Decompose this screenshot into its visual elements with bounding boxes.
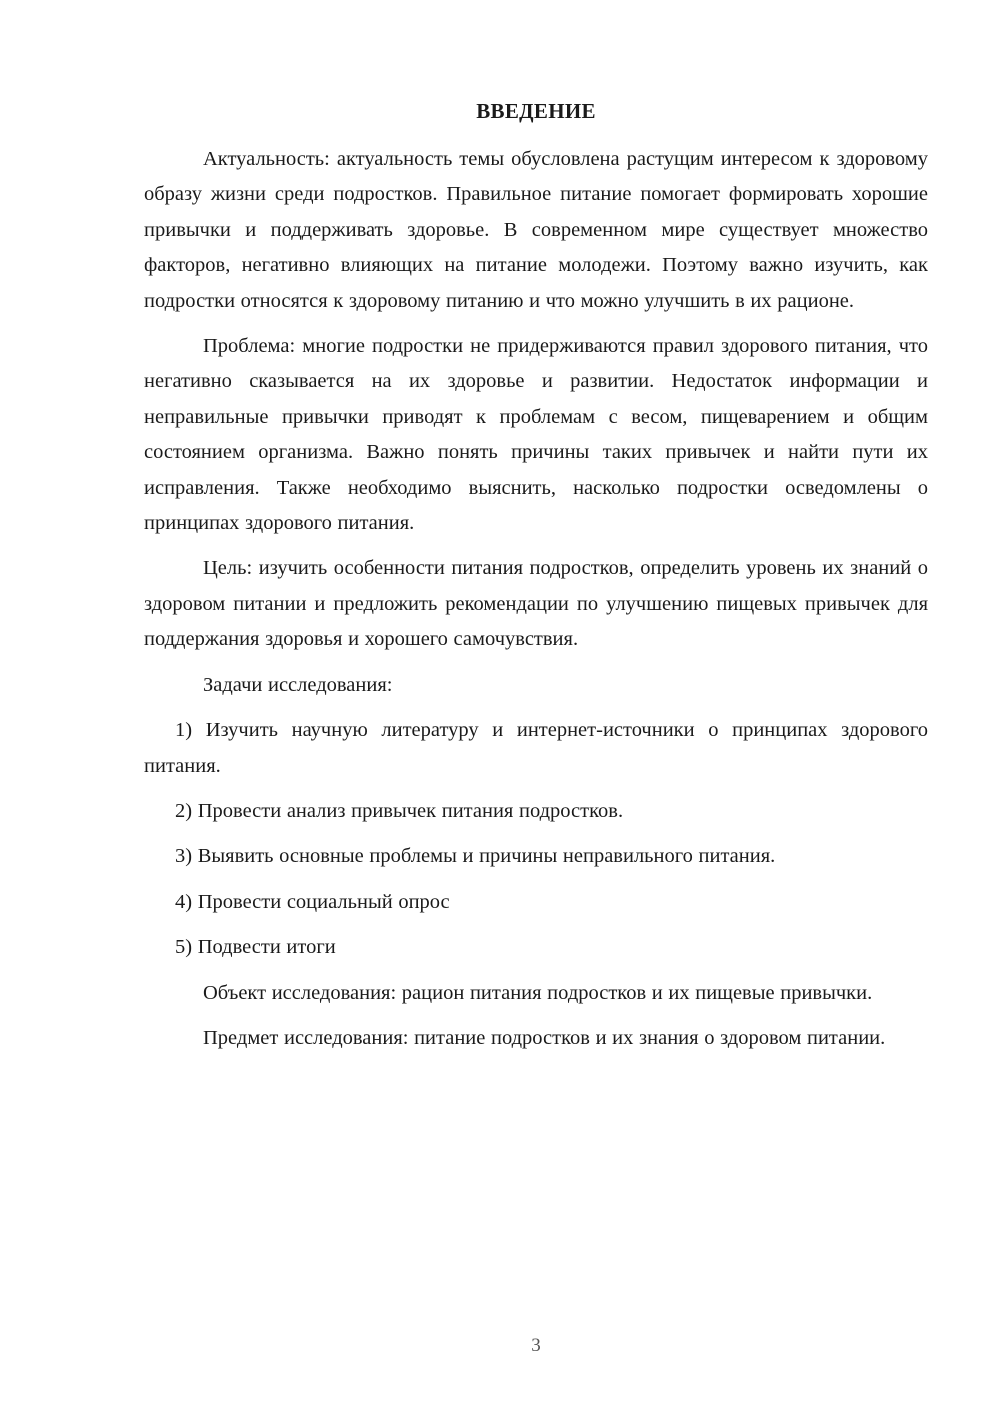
task-item-3: 3) Выявить основные проблемы и причины неправильного питания. bbox=[175, 845, 776, 868]
page-number: 3 bbox=[531, 1335, 541, 1356]
document-page bbox=[144, 0, 928, 1414]
section-heading: ВВЕДЕНИЕ bbox=[476, 99, 596, 123]
paragraph-problem: Проблема: многие подростки не придерживаются правил здорового питания, что негативно сказывается на их здоровье и развитии. Недостаток информации и неправильные привычки приводят к проблемам с весом, пищеварением и общим состоянием организма. Важно понять причины таких привычек и найти пути их исправления. Также необходимо выяснить, насколько подростки осведомлены о принципах здорового питания. bbox=[144, 335, 928, 535]
paragraph-subject: Предмет исследования: питание подростков и их знания о здоровом питании. bbox=[203, 1026, 886, 1049]
task-item-4: 4) Провести социальный опрос bbox=[175, 890, 450, 913]
task-item-2: 2) Провести анализ привычек питания подростков. bbox=[175, 799, 624, 822]
task-item-1: 1) Изучить научную литературу и интернет-источники о принципах здорового питания. bbox=[144, 719, 928, 777]
paragraph-object: Объект исследования: рацион питания подростков и их пищевые привычки. bbox=[203, 981, 873, 1004]
paragraph-tasks-intro: Задачи исследования: bbox=[203, 673, 393, 696]
paragraph-goal: Цель: изучить особенности питания подростков, определить уровень их знаний о здоровом питании и предложить рекомендации по улучшению пищевых привычек для поддержания здоровья и хорошего самочувствия. bbox=[144, 557, 928, 651]
body-text bbox=[144, 142, 928, 1066]
paragraph-relevance: Актуальность: актуальность темы обусловлена растущим интересом к здоровому образу жизни среди подростков. Правильное питание помогает формировать хорошие привычки и поддерживать здоровье. В современном мире существует множество факторов, негативно влияющих на питание молодежи. Поэтому важно изучить, как подростки относятся к здоровому питанию и что можно улучшить в их рационе. bbox=[144, 148, 928, 312]
task-item-5: 5) Подвести итоги bbox=[175, 936, 336, 959]
